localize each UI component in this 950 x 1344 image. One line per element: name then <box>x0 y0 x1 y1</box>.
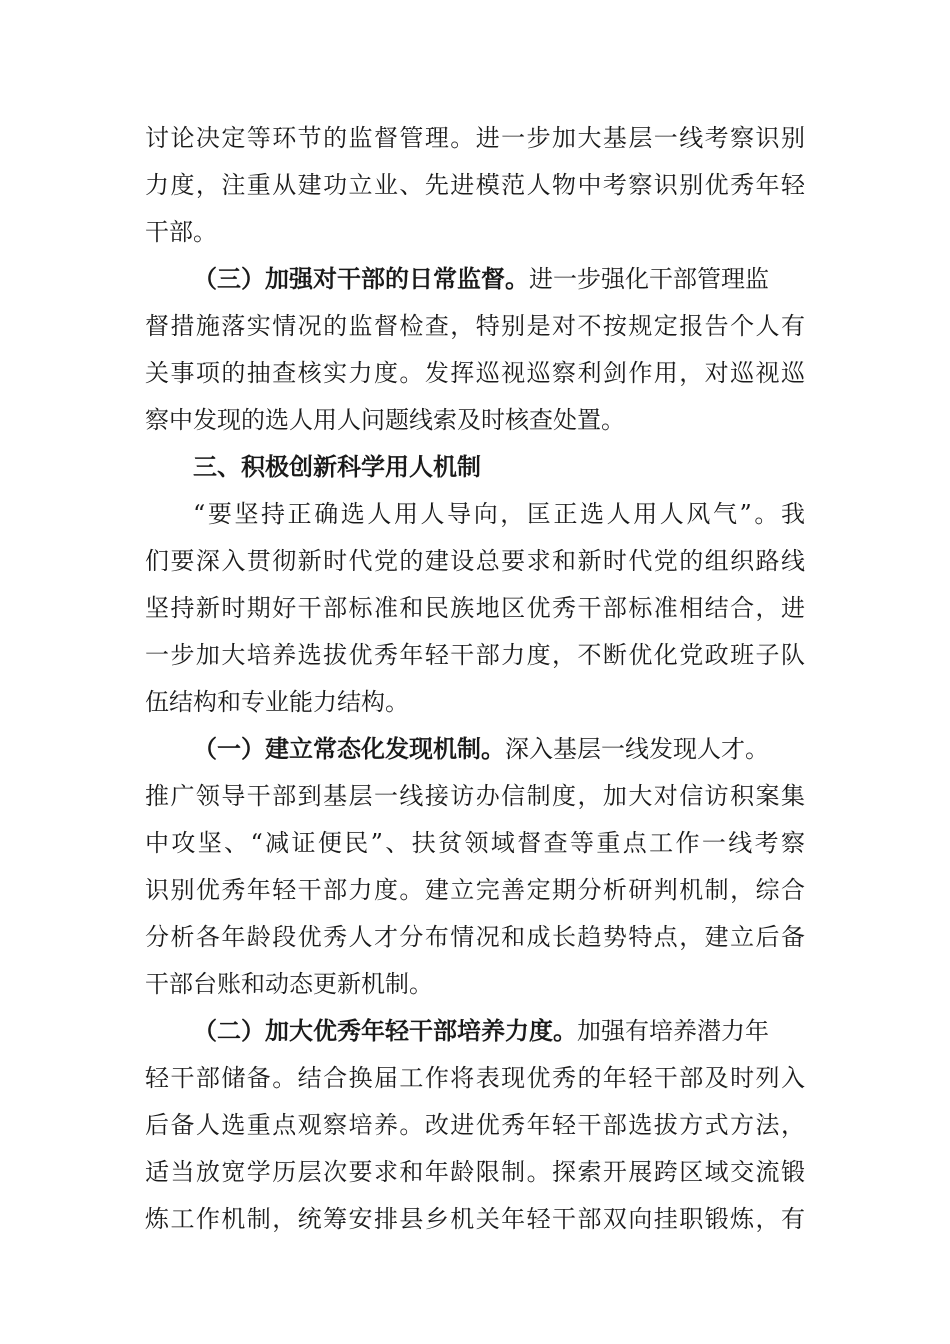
section-heading: 三、积极创新科学用人机制 <box>193 453 481 481</box>
body-text-line: 察中发现的选人用人问题线索及时核查处置。 <box>145 406 625 434</box>
body-text-span: 深入基层一线发现人才。 <box>505 735 769 763</box>
body-text-span: 进一步强化干部管理监 <box>529 265 769 293</box>
paragraph-first-line <box>193 259 805 299</box>
body-text-line: 干部。 <box>145 218 217 246</box>
body-text-line: 轻干部储备。结合换届工作将表现优秀的年轻干部及时列入 <box>145 1064 805 1092</box>
body-text-span: 加强有培养潜力年 <box>577 1017 769 1045</box>
body-text-line: 中攻坚、“减证便民”、扶贫领域督查等重点工作一线考察 <box>145 829 805 857</box>
body-text-line: 讨论决定等环节的监督管理。进一步加大基层一线考察识别 <box>145 124 805 152</box>
body-text-line: 伍结构和专业能力结构。 <box>145 688 409 716</box>
body-text-line: 一步加大培养选拔优秀年轻干部力度，不断优化党政班子队 <box>145 641 805 669</box>
body-text-line: 适当放宽学历层次要求和年龄限制。探索开展跨区域交流锻 <box>145 1158 805 1186</box>
paragraph-first-line <box>193 1011 805 1051</box>
subheading-lead: （二）加大优秀年轻干部培养力度。 <box>193 1017 577 1045</box>
body-text-line: 督措施落实情况的监督检查，特别是对不按规定报告个人有 <box>145 312 805 340</box>
body-text-line: 力度，注重从建功立业、先进模范人物中考察识别优秀年轻 <box>145 171 805 199</box>
body-text-line: 识别优秀年轻干部力度。建立完善定期分析研判机制，综合 <box>145 876 805 904</box>
subheading-lead: （三）加强对干部的日常监督。 <box>193 265 529 293</box>
body-text-line: 炼工作机制，统筹安排县乡机关年轻干部双向挂职锻炼，有 <box>145 1205 805 1233</box>
paragraph-first-line: “要坚持正确选人用人导向，匡正选人用人风气”。我 <box>193 500 805 528</box>
body-text-line: 分析各年龄段优秀人才分布情况和成长趋势特点，建立后备 <box>145 923 805 951</box>
body-text-line: 坚持新时期好干部标准和民族地区优秀干部标准相结合，进 <box>145 594 805 622</box>
subheading-lead: （一）建立常态化发现机制。 <box>193 735 505 763</box>
body-text-line: 推广领导干部到基层一线接访办信制度，加大对信访积案集 <box>145 782 805 810</box>
body-text-line: 干部台账和动态更新机制。 <box>145 970 433 998</box>
body-text-line: 后备人选重点观察培养。改进优秀年轻干部选拔方式方法， <box>145 1111 805 1139</box>
body-text-line: 关事项的抽查核实力度。发挥巡视巡察利剑作用，对巡视巡 <box>145 359 805 387</box>
paragraph-first-line <box>193 729 805 769</box>
body-text-line: 们要深入贯彻新时代党的建设总要求和新时代党的组织路线 <box>145 547 805 575</box>
